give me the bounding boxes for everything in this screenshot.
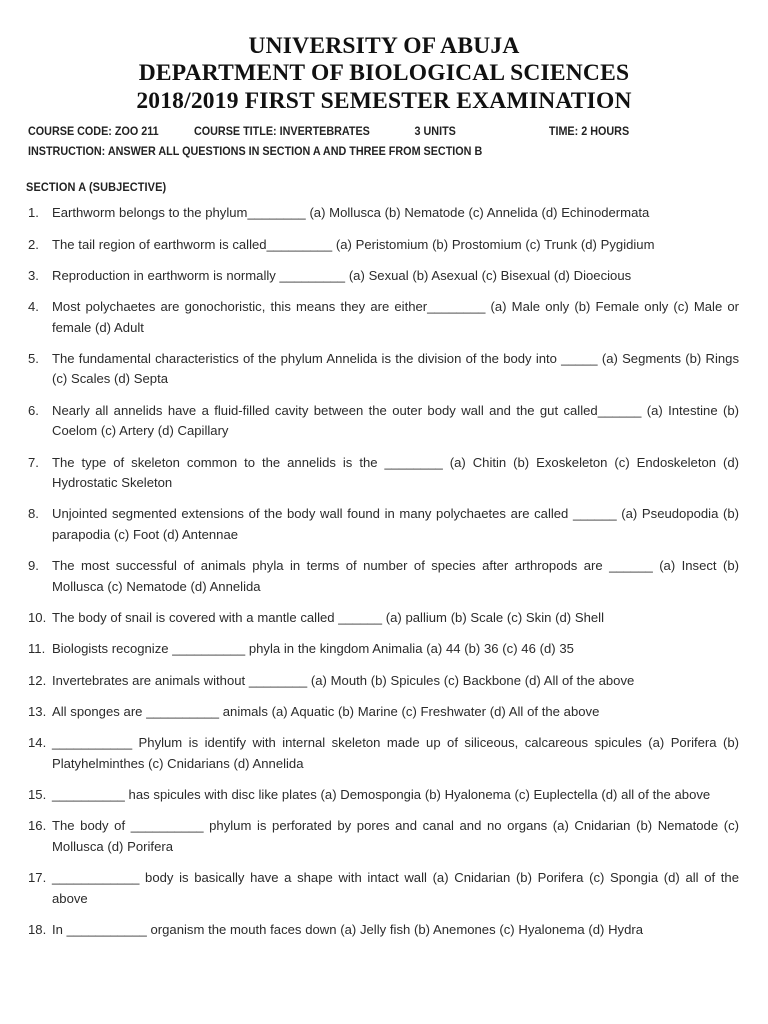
question-text: Unjointed segmented extensions of the body wall found in many polychaetes are called ______ (a) Pseudopodia (b) parapodia (c) Foot (d) Antennae [52, 506, 739, 543]
question-number: 15. [28, 786, 47, 802]
question-text: Earthworm belongs to the phylum________ (a) Mollusca (b) Nematode (c) Annelida (d) Echinodermata [52, 205, 650, 221]
question-number: 4. [28, 298, 39, 314]
question-number: 2. [28, 236, 39, 252]
section-a-heading: SECTION A (SUBJECTIVE) [26, 180, 167, 195]
question-text: The tail region of earthworm is called_________ (a) Peristomium (b) Prostomium (c) Trunk (d) Pygidium [52, 236, 655, 252]
question-text: Reproduction in earthworm is normally _________ (a) Sexual (b) Asexual (c) Bisexual (d) Dioecious [52, 267, 632, 283]
question-item [28, 504, 739, 545]
question-number: 11. [28, 641, 46, 657]
question-list [0, 203, 768, 940]
question-number: 16. [28, 817, 47, 833]
question-item [28, 639, 739, 660]
question-item [28, 349, 739, 390]
question-item [28, 556, 739, 597]
question-text: Biologists recognize __________ phyla in the kingdom Animalia (a) 44 (b) 36 (c) 46 (d) 35 [52, 641, 574, 657]
question-item [28, 785, 739, 806]
question-text: __________ has spicules with disc like plates (a) Demospongia (b) Hyalonema (c) Euplectella (d) all of the above [52, 786, 711, 802]
question-number: 18. [28, 921, 47, 937]
course-title: COURSE TITLE: INVERTEBRATES [193, 125, 370, 139]
question-number: 9. [28, 558, 39, 574]
question-number: 7. [28, 454, 39, 470]
question-text: In ___________ organism the mouth faces down (a) Jelly fish (b) Anemones (c) Hyalonema (d) Hydra [52, 921, 644, 937]
question-item [28, 816, 739, 857]
question-number: 1. [28, 205, 39, 221]
question-number: 10. [28, 610, 47, 626]
question-text: The body of __________ phylum is perforated by pores and canal and no organs (a) Cnidarian (b) Nematode (c) Mollusca (d) Porifera [52, 817, 739, 854]
course-meta-row [28, 122, 690, 142]
question-item [28, 297, 739, 338]
course-meta-block [0, 122, 768, 162]
institution-header [0, 0, 768, 115]
question-number: 17. [28, 869, 47, 885]
course-units: 3 UNITS [414, 125, 456, 139]
question-number: 5. [28, 350, 39, 366]
question-text: The type of skeleton common to the annelids is the ________ (a) Chitin (b) Exoskeleton (c) Endoskeleton (d) Hydrostatic Skeleton [52, 454, 739, 491]
question-text: Nearly all annelids have a fluid-filled cavity between the outer body wall and the gut called______ (a) Intestine (b) Coelom (c) Artery (d) Capillary [52, 402, 739, 439]
question-item [28, 920, 739, 941]
question-item [28, 702, 739, 723]
course-code: COURSE CODE: ZOO 211 [28, 125, 159, 139]
question-number: 8. [28, 506, 39, 522]
question-text: The fundamental characteristics of the phylum Annelida is the division of the body into _____ (a) Segments (b) Rings (c) Scales (d) Septa [52, 350, 739, 387]
question-number: 12. [28, 672, 47, 688]
question-item [28, 266, 739, 287]
question-item [28, 203, 739, 224]
question-text: The body of snail is covered with a mantle called ______ (a) pallium (b) Scale (c) Skin (d) Shell [52, 610, 604, 626]
question-number: 6. [28, 402, 39, 418]
question-item [28, 868, 739, 909]
question-number: 13. [28, 703, 47, 719]
question-item [28, 235, 739, 256]
question-text: All sponges are __________ animals (a) Aquatic (b) Marine (c) Freshwater (d) All of the above [52, 703, 600, 719]
question-text: Invertebrates are animals without ________ (a) Mouth (b) Spicules (c) Backbone (d) All of the above [52, 672, 635, 688]
exam-duration: TIME: 2 HOURS [548, 125, 630, 139]
question-text: ___________ Phylum is identify with internal skeleton made up of siliceous, calcareous spicules (a) Porifera (b) Platyhelminthes (c) Cnidarians (d) Annelida [52, 734, 739, 771]
question-number: 14. [28, 734, 47, 750]
question-item [28, 453, 739, 494]
question-item [28, 401, 739, 442]
question-number: 3. [28, 267, 39, 283]
exam-instruction: INSTRUCTION: ANSWER ALL QUESTIONS IN SECTION A AND THREE FROM SECTION B [28, 145, 483, 159]
question-item [28, 733, 739, 774]
question-text: Most polychaetes are gonochoristic, this means they are either________ (a) Male only (b) Female only (c) Male or female (d) Adult [52, 298, 739, 335]
question-item [28, 608, 739, 629]
question-text: ____________ body is basically have a shape with intact wall (a) Cnidarian (b) Porifera (c) Spongia (d) all of the above [52, 869, 739, 906]
university-name: UNIVERSITY OF ABUJA [248, 33, 520, 59]
question-item [28, 671, 739, 692]
question-text: The most successful of animals phyla in terms of number of species after arthropods are ______ (a) Insect (b) Mollusca (c) Nematode (d) Annelida [52, 558, 739, 594]
examination-session: 2018/2019 FIRST SEMESTER EXAMINATION [136, 87, 632, 114]
department-name: DEPARTMENT OF BIOLOGICAL SCIENCES [138, 60, 630, 87]
